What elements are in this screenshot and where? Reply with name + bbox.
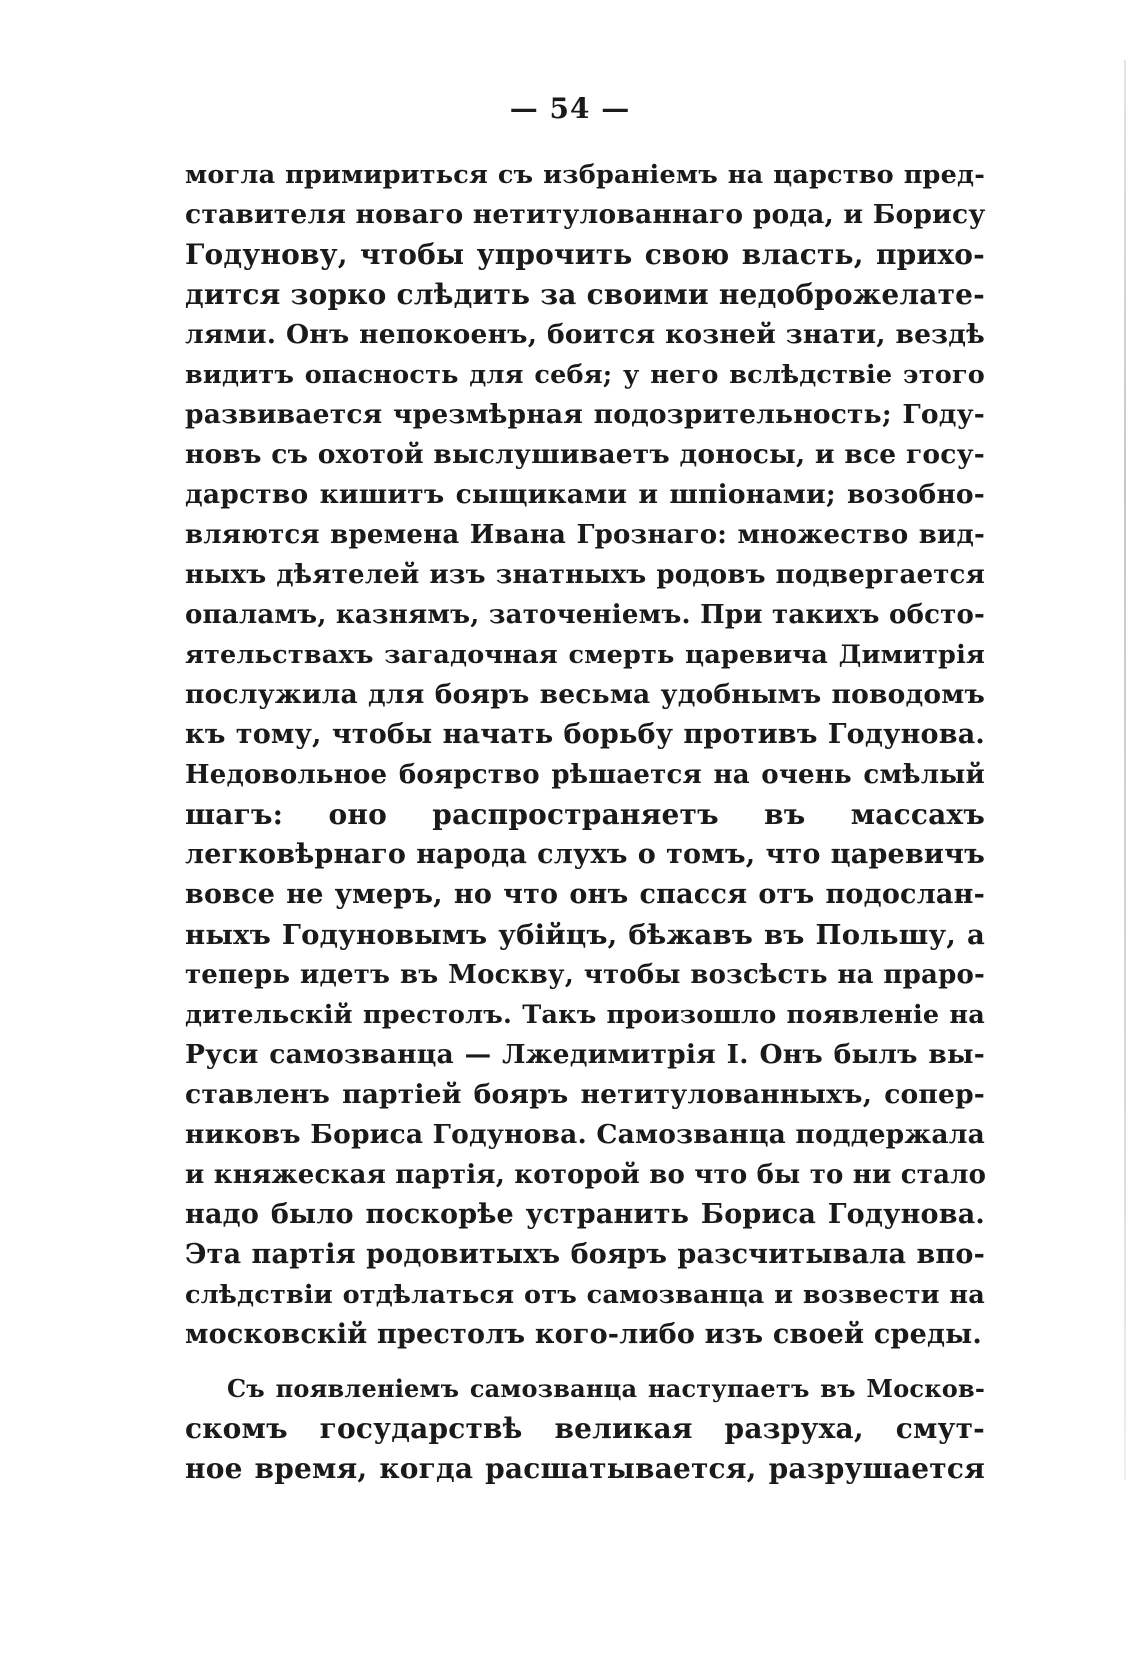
page-number: — 54 — [509, 92, 631, 125]
text-line: шагъ: оно распространяетъ въ массахъ [185, 798, 985, 831]
text-line: и княжеская партія, которой во что бы то ни стало [185, 1160, 987, 1190]
text-line: видитъ опасность для себя; у него вслѣдствіе этого [185, 360, 985, 390]
text-line: ставленъ партіей бояръ нетитулованныхъ, сопер- [185, 1079, 985, 1110]
text-line: скомъ государствѣ великая разруха, смут- [185, 1412, 985, 1445]
text-line: вляются времена Ивана Грознаго: множество вид- [185, 520, 985, 550]
text-line: развивается чрезмѣрная подозрительность; Году- [185, 399, 985, 430]
text-line: ное время, когда расшатывается, разрушается [185, 1452, 985, 1485]
text-line: дительскій престолъ. Такъ произошло появленіе на [185, 1000, 985, 1030]
text-line: дарство кишитъ сыщиками и шпіонами; возобно- [185, 479, 985, 510]
text-line: слѣдствіи отдѣлаться отъ самозванца и возвести на [185, 1280, 985, 1310]
paragraph [185, 1369, 985, 1489]
text-line: Эта партія родовитыхъ бояръ разсчитывала впо- [185, 1239, 985, 1270]
text-line: послужила для бояръ весьма удобнымъ поводомъ [185, 679, 985, 710]
text-line: къ тому, чтобы начать борьбу противъ Годунова. [185, 719, 985, 750]
text-line: ныхъ дѣятелей изъ знатныхъ родовъ подвергается [185, 560, 985, 590]
text-line: дится зорко слѣдить за своими недоброжелате- [185, 278, 985, 311]
text-line: ятельствахъ загадочная смерть царевича Димитрія [185, 640, 985, 670]
text-line: могла примириться съ избраніемъ на царство пред- [185, 160, 985, 190]
text-line: новъ съ охотой выслушиваетъ доносы, и все госу- [185, 439, 985, 470]
text-line: вовсе не умеръ, но что онъ спасся отъ подослан- [185, 879, 985, 910]
text-line: ныхъ Годуновымъ убійцъ, бѣжавъ въ Польшу, а [185, 919, 985, 951]
text-line: опаламъ, казнямъ, заточеніемъ. При такихъ обсто- [185, 600, 985, 630]
page-edge-line [1124, 60, 1126, 1480]
text-line: Руси самозванца — Лжедимитрія I. Онъ былъ вы- [185, 1039, 985, 1070]
body-text [185, 155, 985, 1489]
text-line: надо было поскорѣе устранить Бориса Годунова. [185, 1199, 985, 1230]
text-line: легковѣрнаго народа слухъ о томъ, что царевичъ [185, 839, 985, 870]
text-line: никовъ Бориса Годунова. Самозванца поддержала [185, 1119, 985, 1150]
text-line: Съ появленіемъ самозванца наступаетъ въ Москов- [227, 1374, 985, 1403]
text-line: Годунову, чтобы упрочить свою власть, прихо- [185, 238, 985, 271]
text-line: теперь идетъ въ Москву, чтобы возсѣсть на праро- [185, 960, 985, 990]
paragraph-gap [185, 1355, 985, 1369]
paragraph [185, 155, 985, 1355]
text-line: ставителя новаго нетитулованнаго рода, и Борису [185, 199, 986, 230]
text-line: лями. Онъ непокоенъ, боится козней знати, вездѣ [185, 319, 985, 350]
text-line: Недовольное боярство рѣшается на очень смѣлый [185, 760, 985, 790]
text-line: московскій престолъ кого-либо изъ своей среды. [185, 1319, 983, 1350]
